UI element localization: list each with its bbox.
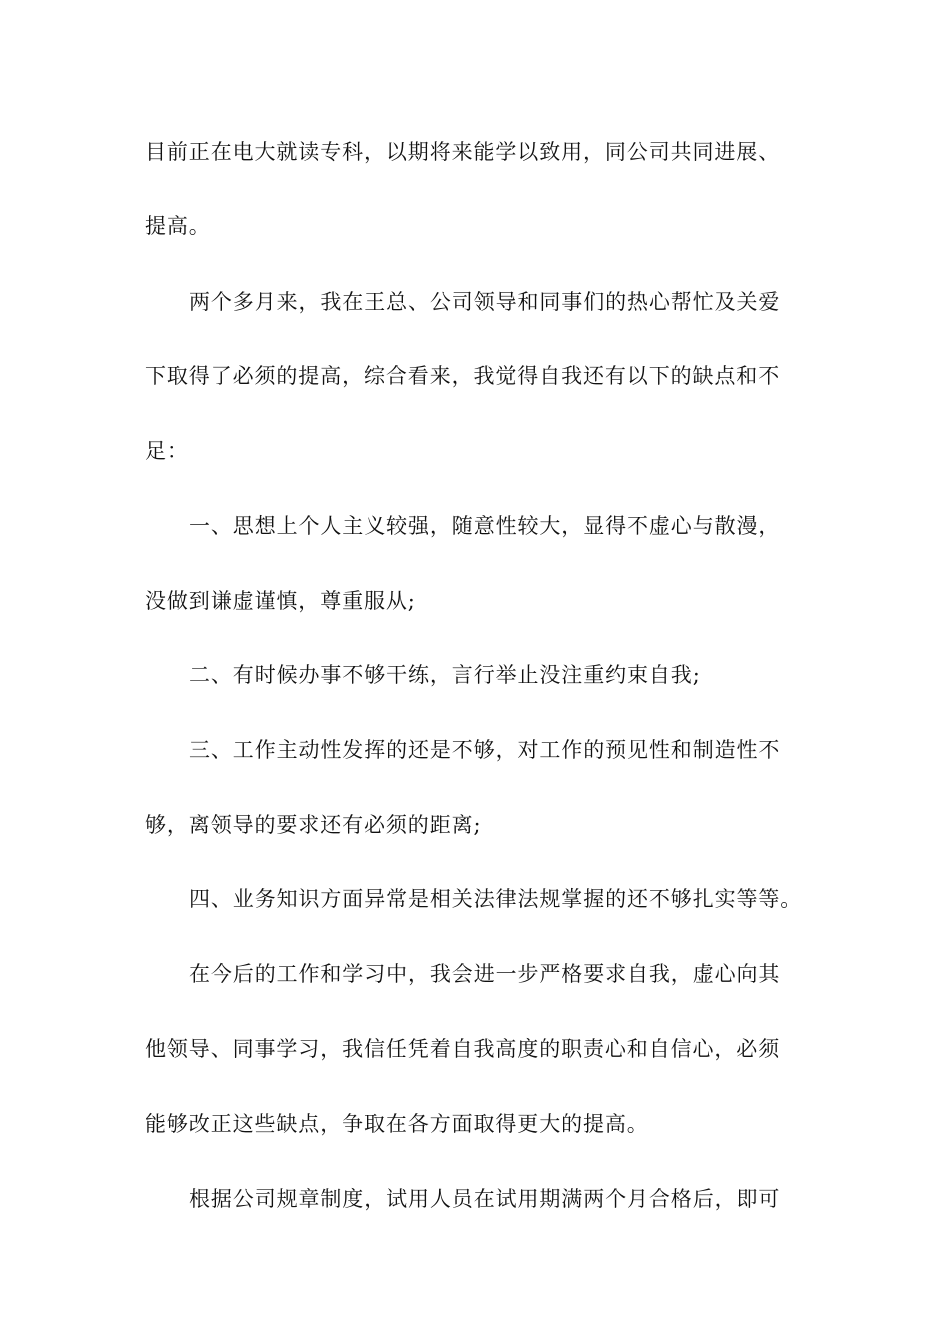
text-line: 一、思想上个人主义较强，随意性较大，显得不虚心与散漫，	[189, 514, 781, 538]
text-line: 目前正在电大就读专科，以期将来能学以致用，同公司共同进展、	[145, 140, 781, 164]
text-line: 根据公司规章制度，试用人员在试用期满两个月合格后，即可	[189, 1187, 781, 1211]
text-line: 二、有时候办事不够干练，言行举止没注重约束自我;	[189, 663, 701, 687]
text-line: 他领导、同事学习，我信任凭着自我高度的职责心和自信心，必须	[145, 1037, 781, 1061]
text-line: 能够改正这些缺点，争取在各方面取得更大的提高。	[145, 1112, 649, 1136]
text-line: 够，离领导的要求还有必须的距离;	[145, 813, 482, 837]
text-line: 足：	[145, 439, 189, 463]
text-line: 在今后的工作和学习中，我会进一步严格要求自我，虚心向其	[189, 962, 781, 986]
text-line: 四、业务知识方面异常是相关法律法规掌握的还不够扎实等等。	[189, 887, 803, 911]
text-line: 两个多月来，我在王总、公司领导和同事们的热心帮忙及关爱	[189, 290, 781, 314]
text-line: 提高。	[145, 214, 211, 238]
text-line: 下取得了必须的提高，综合看来，我觉得自我还有以下的缺点和不	[145, 364, 781, 388]
text-line: 三、工作主动性发挥的还是不够，对工作的预见性和制造性不	[189, 738, 781, 762]
text-line: 没做到谦虚谨慎，尊重服从;	[145, 589, 416, 613]
